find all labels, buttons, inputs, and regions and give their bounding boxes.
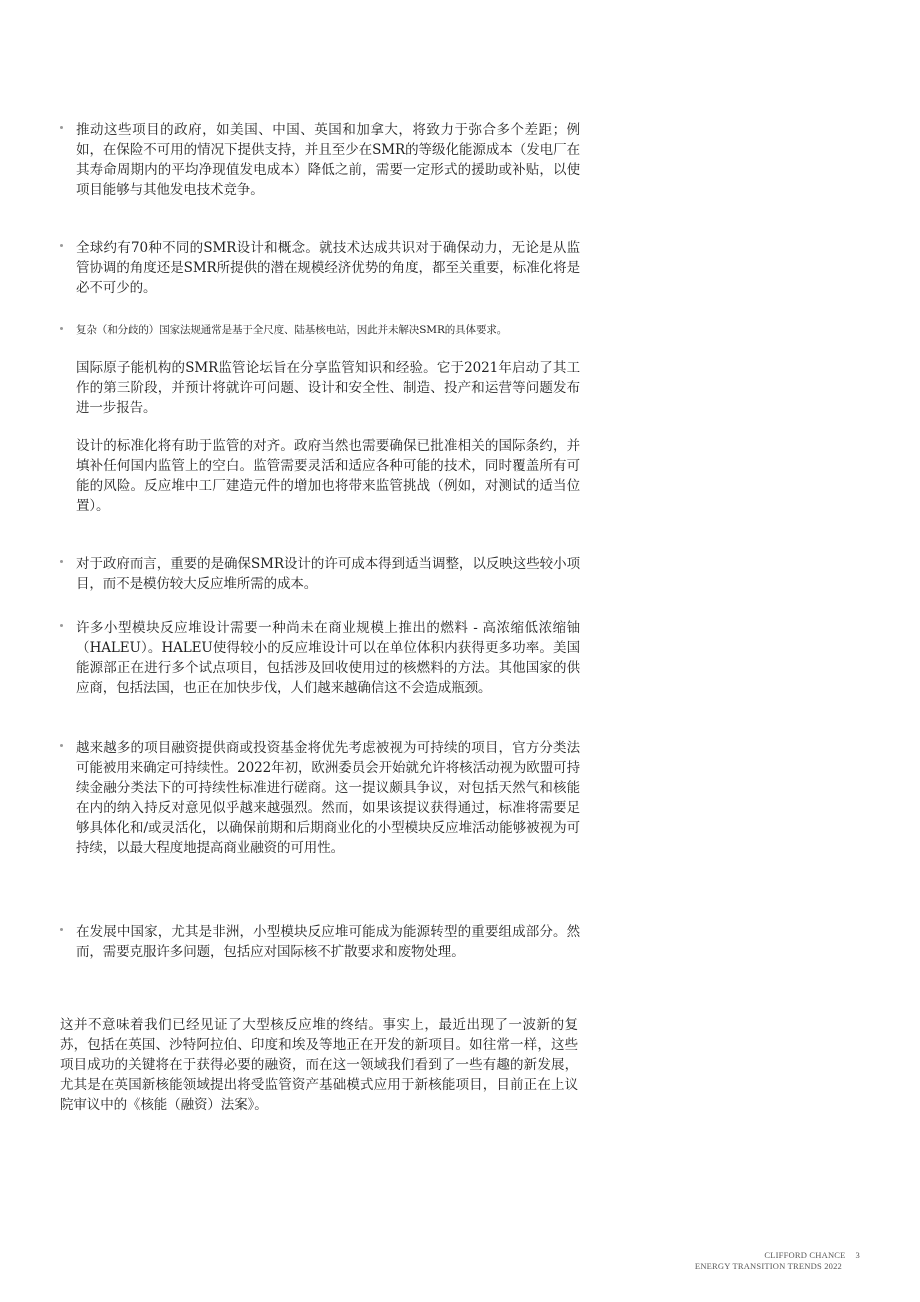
- bullet-marker-icon: [60, 560, 63, 563]
- bullet-marker-icon: [60, 624, 63, 627]
- closing-paragraph: 这并不意味着我们已经见证了大型核反应堆的终结。事实上，最近出现了一波新的复苏，包括在英国、沙特阿拉伯、印度和埃及等地正在开发的新项目。如往常一样，这些项目成功的关键将在于获得必要的融资，而在这一领域我们看到了一些有趣的新发展，尤其是在英国新核能领域提出将受监管资产基础模式应用于新核能项目，目前正在上议院审议中的《核能（融资）法案》。: [60, 1017, 578, 1113]
- bullet-marker-icon: [60, 327, 63, 330]
- bullet-text: 对于政府而言，重要的是确保SMR设计的许可成本得到适当调整，以反映这些较小项目，而不是模仿较大反应堆所需的成本。: [76, 556, 580, 592]
- bullet-block-3: [60, 322, 580, 338]
- bullet-marker-icon: [60, 244, 63, 247]
- bullet-text: 推动这些项目的政府，如美国、中国、英国和加拿大，将致力于弥合多个差距；例如，在保险不可用的情况下提供支持，并且至少在SMR的等级化能源成本（发电厂在其寿命周期内的平均净现值发电成本）降低之前，需要一定形式的援助或补贴，以使项目能够与其他发电技术竞争。: [76, 122, 580, 198]
- bullet-marker-icon: [60, 126, 63, 129]
- bullet-block-2: [60, 238, 580, 298]
- bullet-item: [60, 322, 580, 338]
- bullet-item: [60, 238, 580, 298]
- bullet-item: [60, 922, 580, 962]
- bullet-item: [60, 738, 580, 858]
- bullet-item: [60, 618, 580, 698]
- sub-paragraph: [60, 436, 580, 516]
- footer-company: CLIFFORD CHANCE: [764, 1250, 846, 1260]
- footer-publication: ENERGY TRANSITION TRENDS 2022: [694, 1261, 842, 1271]
- bullet-item: [60, 120, 580, 200]
- bullet-block-7: [60, 922, 580, 962]
- sub-paragraph: [60, 358, 580, 418]
- bullet-text: 全球约有70种不同的SMR设计和概念。就技术达成共识对于确保动力，无论是从监管协调的角度还是SMR所提供的潜在规模经济优势的角度，都至关重要，标准化将是必不可少的。: [76, 240, 580, 296]
- sub-paragraph-block: [60, 358, 580, 516]
- bullet-item: [60, 554, 580, 594]
- bullet-block-1: [60, 120, 580, 200]
- footer-line-1: [695, 1250, 860, 1261]
- bullet-marker-icon: [60, 928, 63, 931]
- paragraph-text: 设计的标准化将有助于监管的对齐。政府当然也需要确保已批准相关的国际条约，并填补任何国内监管上的空白。监管需要灵活和适应各种可能的技术，同时覆盖所有可能的风险。反应堆中工厂建造元件的增加也将带来监管挑战（例如，对测试的适当位置）。: [76, 438, 580, 514]
- page-footer: [695, 1250, 860, 1272]
- bullet-marker-icon: [60, 744, 63, 747]
- bullet-block-4: [60, 554, 580, 594]
- bullet-text: 许多小型模块反应堆设计需要一种尚未在商业规模上推出的燃料 - 高浓缩低浓缩铀（HALEU）。HALEU使得较小的反应堆设计可以在单位体积内获得更多功率。美国能源部正在进行多个试点项目，包括涉及回收使用过的核燃料的方法。其他国家的供应商，包括法国，也正在加快步伐，人们越来越确信这不会造成瓶颈。: [76, 620, 580, 696]
- bullet-block-5: [60, 618, 580, 698]
- bullet-text: 越来越多的项目融资提供商或投资基金将优先考虑被视为可持续的项目，官方分类法可能被用来确定可持续性。2022年初，欧洲委员会开始就允许将核活动视为欧盟可持续金融分类法下的可持续性标准进行磋商。这一提议颇具争议，对包括天然气和核能在内的纳入持反对意见似乎越来越强烈。然而，如果该提议获得通过，标准将需要足够具体化和/或灵活化，以确保前期和后期商业化的小型模块反应堆活动能够被视为可持续，以最大程度地提高商业融资的可用性。: [76, 740, 580, 856]
- paragraph-text: 国际原子能机构的SMR监管论坛旨在分享监管知识和经验。它于2021年启动了其工作的第三阶段，并预计将就许可问题、设计和安全性、制造、投产和运营等问题发布进一步报告。: [76, 360, 580, 416]
- bullet-block-6: [60, 738, 580, 858]
- bullet-text: 在发展中国家，尤其是非洲，小型模块反应堆可能成为能源转型的重要组成部分。然而，需要克服许多问题，包括应对国际核不扩散要求和废物处理。: [76, 924, 580, 960]
- bullet-text: 复杂（和分歧的）国家法规通常是基于全尺度、陆基核电站，因此并未解决SMR的具体要求。: [76, 324, 508, 336]
- page-number: 3: [855, 1250, 860, 1260]
